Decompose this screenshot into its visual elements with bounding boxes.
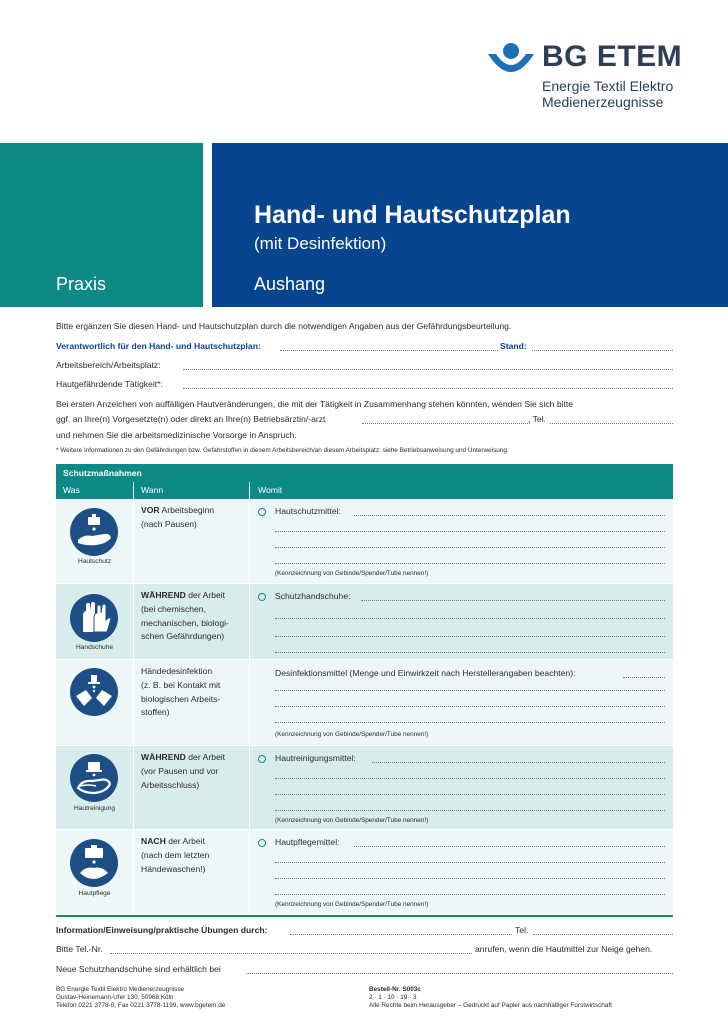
womit-field-line[interactable] bbox=[275, 722, 665, 723]
footer-order-number: Bestell-Nr. S003c bbox=[369, 986, 421, 993]
womit-field-line[interactable] bbox=[275, 862, 665, 863]
column-was: Was bbox=[63, 485, 80, 495]
womit-field-line[interactable] bbox=[275, 878, 665, 879]
stand-field[interactable] bbox=[532, 350, 673, 351]
table-row bbox=[56, 499, 673, 584]
option-radio[interactable] bbox=[258, 755, 266, 763]
womit-field[interactable] bbox=[372, 762, 665, 763]
womit-label: Schutzhandschuhe: bbox=[275, 591, 351, 601]
skin-cleaning-icon bbox=[70, 754, 118, 802]
bg-etem-logo-mark-icon bbox=[486, 42, 536, 78]
activity-label: Hautgefährdende Tätigkeit*: bbox=[56, 379, 163, 389]
info-tel-field[interactable] bbox=[533, 934, 673, 935]
call-suffix: anrufen, wenn die Hautmittel zur Neige gehen. bbox=[475, 944, 653, 954]
doctor-tel-label: , Tel. bbox=[528, 414, 546, 424]
table-row bbox=[56, 584, 673, 660]
area-field[interactable] bbox=[183, 369, 673, 370]
option-radio[interactable] bbox=[258, 839, 266, 847]
wann-text: WÄHREND der Arbeit (vor Pausen und vor Arbeitsschluss) bbox=[141, 752, 226, 790]
womit-label: Desinfektionsmittel (Menge und Einwirkzeit nach Herstellerangaben beachten): bbox=[275, 668, 576, 678]
call-label: Bitte Tel.-Nr. bbox=[56, 944, 103, 954]
gloves-source-field[interactable] bbox=[246, 973, 673, 974]
stand-label: Stand: bbox=[500, 341, 527, 351]
footer-org: BG Energie Textil Elektro Medienerzeugnisse bbox=[56, 986, 185, 993]
responsible-field[interactable] bbox=[280, 350, 498, 351]
womit-field[interactable] bbox=[354, 515, 665, 516]
logo-subline-2: Medienerzeugnisse bbox=[542, 94, 664, 110]
womit-field-line[interactable] bbox=[275, 531, 665, 532]
doctor-tel-field[interactable] bbox=[550, 423, 673, 424]
womit-field[interactable] bbox=[623, 677, 665, 678]
womit-label: Hautreinigungsmittel: bbox=[275, 753, 356, 763]
icon-label: Hautpflege bbox=[78, 890, 111, 897]
hand-disinfection-icon bbox=[70, 668, 118, 716]
table-header bbox=[56, 464, 673, 499]
instruction-text: Bitte ergänzen Sie diesen Hand- und Hautschutzplan durch die notwendigen Angaben aus der Gefährdungsbeurteilung. bbox=[56, 321, 512, 331]
page-title: Hand- und Hautschutzplan bbox=[254, 201, 571, 229]
womit-field-line[interactable] bbox=[275, 894, 665, 895]
info-tel-label: Tel. bbox=[515, 925, 529, 935]
womit-field-line[interactable] bbox=[275, 778, 665, 779]
page-subtitle: (mit Desinfektion) bbox=[254, 234, 387, 253]
icon-label: Handschuhe bbox=[75, 644, 114, 651]
gloves-label: Neue Schutzhandschuhe sind erhältlich bei bbox=[56, 964, 221, 974]
column-wann: Wann bbox=[141, 485, 164, 495]
responsible-label: Verantwortlich für den Hand- und Hautschutzplan: bbox=[56, 341, 261, 351]
footnote: * Weitere Informationen zu den Gefährdungen bzw. Gefahrstoffen in diesem Arbeitsbereich/an diesem Arbeitsplatz: siehe Betriebsanweisung und Unterweisung. bbox=[56, 447, 509, 454]
table-bottom-rule bbox=[56, 915, 673, 917]
doctor-field[interactable] bbox=[362, 423, 530, 424]
womit-field-line[interactable] bbox=[275, 690, 665, 691]
option-radio[interactable] bbox=[258, 593, 266, 601]
footer-address: Gustav-Heinemann-Ufer 130, 50968 Köln bbox=[56, 994, 174, 1001]
womit-field-line[interactable] bbox=[275, 636, 665, 637]
wann-text: WÄHREND der Arbeit (bei chemischen, mechanischen, biologi- schen Gefährdungen) bbox=[141, 590, 229, 642]
womit-label: Hautschutzmittel: bbox=[275, 506, 341, 516]
labeling-note: (Kennzeichnung von Gebinde/Spender/Tube nennen!) bbox=[275, 901, 429, 908]
protection-measures-table bbox=[56, 464, 673, 915]
icon-label: Hautschutz bbox=[78, 558, 111, 565]
wann-text: Händedesinfektion (z. B. bei Kontakt mit biologischen Arbeits- stoffen) bbox=[141, 666, 221, 718]
womit-field-line[interactable] bbox=[275, 706, 665, 707]
footer-rights: Alle Rechte beim Herausgeber – Gedruckt auf Papier aus nachhaltiger Forstwirtschaft bbox=[369, 1002, 612, 1009]
womit-field-line[interactable] bbox=[275, 618, 665, 619]
womit-field[interactable] bbox=[361, 600, 665, 601]
skin-care-icon bbox=[70, 839, 118, 887]
labeling-note: (Kennzeichnung von Gebinde/Spender/Tube nennen!) bbox=[275, 817, 429, 824]
table-row bbox=[56, 660, 673, 746]
womit-field-line[interactable] bbox=[275, 652, 665, 653]
womit-field-line[interactable] bbox=[275, 810, 665, 811]
notice-line-3: und nehmen Sie die arbeitsmedizinische Vorsorge in Anspruch. bbox=[56, 430, 297, 440]
footer-contact: Telefon 0221 3778-0, Fax 0221 3778-1199, www.bgetem.de bbox=[56, 1002, 226, 1009]
labeling-note: (Kennzeichnung von Gebinde/Spender/Tube nennen!) bbox=[275, 731, 429, 738]
logo-subline-1: Energie Textil Elektro bbox=[542, 78, 674, 94]
call-number-field[interactable] bbox=[110, 953, 472, 954]
gloves-icon bbox=[70, 594, 118, 642]
womit-field-line[interactable] bbox=[275, 547, 665, 548]
area-label: Arbeitsbereich/Arbeitsplatz: bbox=[56, 360, 161, 370]
table-caption: Schutzmaßnahmen bbox=[63, 468, 142, 478]
table-row bbox=[56, 830, 673, 915]
skin-protection-cream-icon bbox=[70, 508, 118, 556]
icon-label: Hautreinigung bbox=[73, 805, 116, 812]
info-field[interactable] bbox=[290, 934, 512, 935]
notice-line-1: Bei ersten Anzeichen von auffälligen Hautveränderungen, die mit der Tätigkeit in Zusammenhang stehen könnten, wenden Sie sich bitte bbox=[56, 399, 574, 409]
womit-field-line[interactable] bbox=[275, 563, 665, 564]
labeling-note: (Kennzeichnung von Gebinde/Spender/Tube nennen!) bbox=[275, 570, 429, 577]
column-womit: Womit bbox=[258, 485, 283, 495]
womit-field-line[interactable] bbox=[275, 794, 665, 795]
bg-etem-logo bbox=[486, 38, 686, 113]
wann-text: VOR Arbeitsbeginn (nach Pausen) bbox=[141, 505, 215, 529]
option-radio[interactable] bbox=[258, 508, 266, 516]
womit-label: Hautpflegemittel: bbox=[275, 837, 340, 847]
activity-field[interactable] bbox=[183, 388, 673, 389]
logo-name: BG ETEM bbox=[542, 40, 683, 73]
notice-line-2: ggf. an Ihre(n) Vorgesetzte(n) oder direkt an Ihre(n) Betriebsärztin/-arzt bbox=[56, 414, 326, 424]
table-row bbox=[56, 746, 673, 830]
info-label: Information/Einweisung/praktische Übungen durch: bbox=[56, 925, 268, 935]
womit-field[interactable] bbox=[354, 846, 665, 847]
wann-text: NACH der Arbeit (nach dem letzten Händewaschen!) bbox=[141, 836, 210, 874]
footer-version: 2 · 1 · 10 · 19 · 3 bbox=[369, 994, 417, 1001]
document-type: Aushang bbox=[254, 274, 326, 294]
category-label: Praxis bbox=[56, 274, 107, 294]
